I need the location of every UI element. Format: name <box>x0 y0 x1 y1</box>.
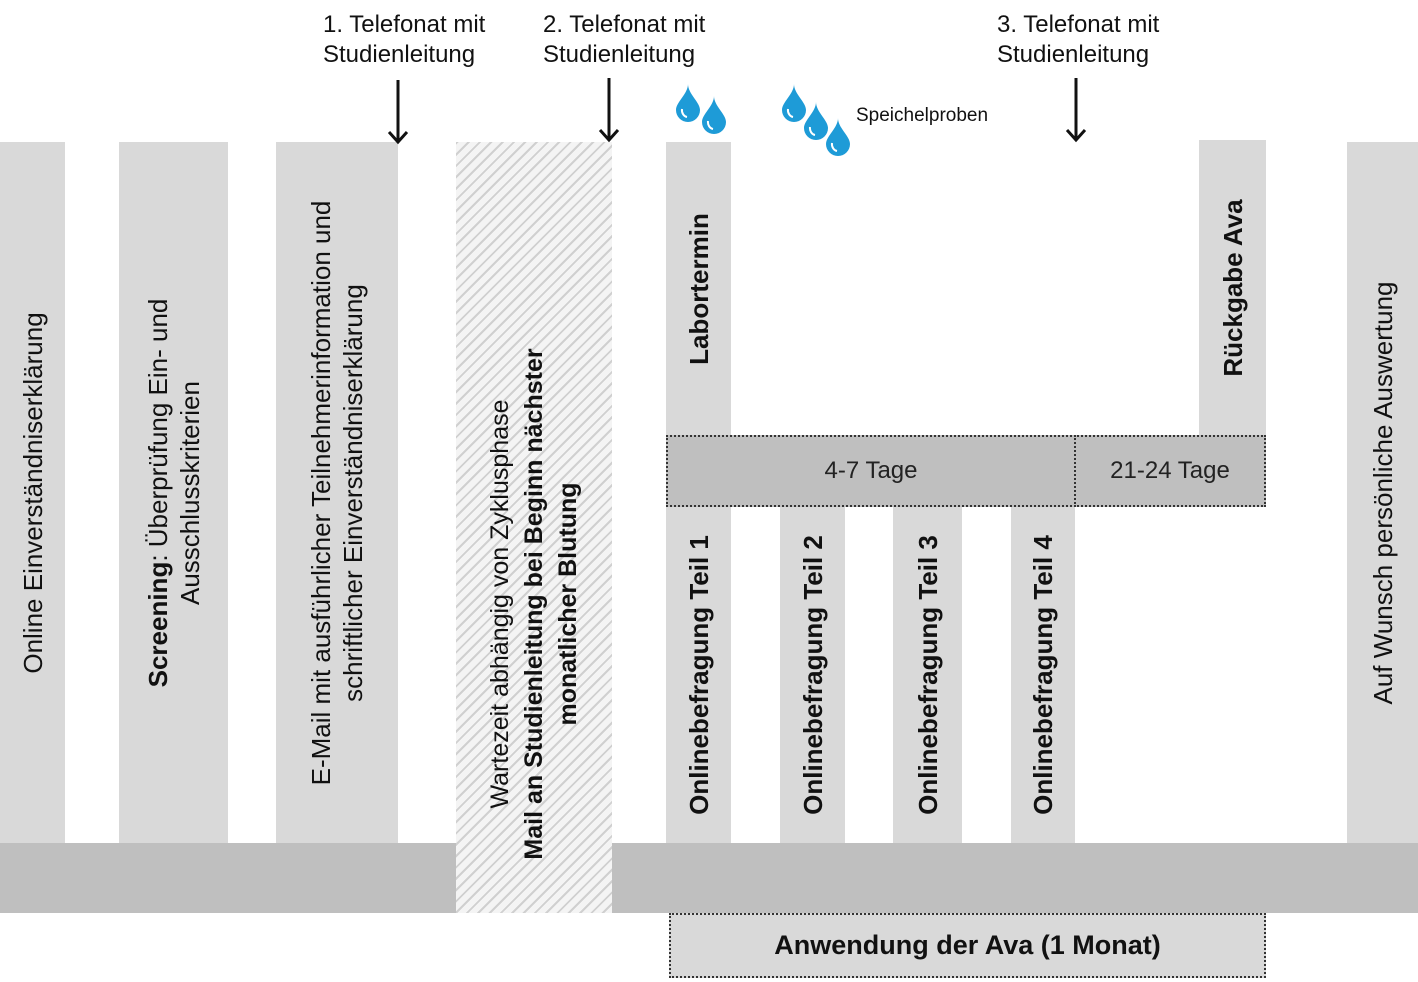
phone-call-1-line2: Studienleitung <box>323 41 476 68</box>
phone-call-3-line1: 3. Telefonat mit <box>997 11 1160 38</box>
email-line1-text: E-Mail mit ausführlicher Teilnehmerinformation und <box>306 200 336 785</box>
step-survey-2-label: Onlinebefragung Teil 2 <box>797 535 828 815</box>
step-personal-evaluation <box>1347 142 1418 843</box>
water-drop-icon <box>804 102 828 140</box>
step-lab-appointment-label: Labortermin <box>683 213 714 365</box>
phone-call-3-label <box>997 10 1159 70</box>
screening-bold-text: Screening <box>142 561 173 687</box>
wait-line1-text: Wartezeit abhängig von Zyklusphase <box>486 399 514 809</box>
step-screening-label <box>142 298 206 687</box>
wait-line2-text: Mail an Studienleitung bei Beginn nächster <box>520 348 548 860</box>
step-screening <box>119 142 228 843</box>
wait-line3-text: monatlicher Blutung <box>554 482 582 726</box>
phone-call-1-line1: 1. Telefonat mit <box>323 11 486 38</box>
screening-line2-text: Ausschlusskriterien <box>174 380 205 605</box>
step-waiting-phase-label <box>483 348 585 859</box>
timeline-bar-left <box>0 843 456 913</box>
phone-call-2-line2: Studienleitung <box>543 41 696 68</box>
step-survey-2 <box>780 507 845 843</box>
duration-box-21-24-days: 21-24 Tage <box>1074 435 1266 507</box>
email-line2-text: schriftlicher Einverständniserklärung <box>338 283 368 702</box>
arrow-down-icon <box>387 80 409 146</box>
step-return-ava-label: Rückgabe Ava <box>1217 199 1248 377</box>
water-drop-icon <box>826 118 850 156</box>
arrow-down-icon <box>598 78 620 144</box>
ava-application-box: Anwendung der Ava (1 Monat) <box>669 913 1266 978</box>
phone-call-2-label <box>543 10 705 70</box>
screening-rest-text: : Überprüfung Ein- und <box>142 298 173 562</box>
step-online-consent <box>0 142 65 843</box>
water-drop-icon <box>782 84 806 122</box>
phone-call-1-label <box>323 10 485 70</box>
step-survey-1-label: Onlinebefragung Teil 1 <box>683 535 714 815</box>
step-survey-1 <box>666 507 731 843</box>
water-drop-icon <box>702 96 726 134</box>
step-online-consent-label: Online Einverständniserklärung <box>17 311 48 674</box>
step-survey-4 <box>1011 507 1075 843</box>
step-email-information <box>276 142 398 843</box>
step-personal-evaluation-label: Auf Wunsch persönliche Auswertung <box>1367 281 1398 704</box>
phone-call-3-line2: Studienleitung <box>997 41 1150 68</box>
step-email-information-label <box>305 200 369 785</box>
duration-box-4-7-days: 4-7 Tage <box>666 435 1076 507</box>
step-return-ava <box>1199 140 1266 436</box>
timeline-bar-right <box>612 843 1418 913</box>
saliva-samples-label: Speichelproben <box>856 105 989 126</box>
phone-call-2-line1: 2. Telefonat mit <box>543 11 706 38</box>
step-survey-3-label: Onlinebefragung Teil 3 <box>912 535 943 815</box>
step-survey-3 <box>893 507 962 843</box>
arrow-down-icon <box>1065 78 1087 144</box>
step-survey-4-label: Onlinebefragung Teil 4 <box>1028 535 1058 815</box>
water-drop-icon <box>676 84 700 122</box>
step-waiting-phase <box>456 142 612 913</box>
step-lab-appointment <box>666 142 731 436</box>
